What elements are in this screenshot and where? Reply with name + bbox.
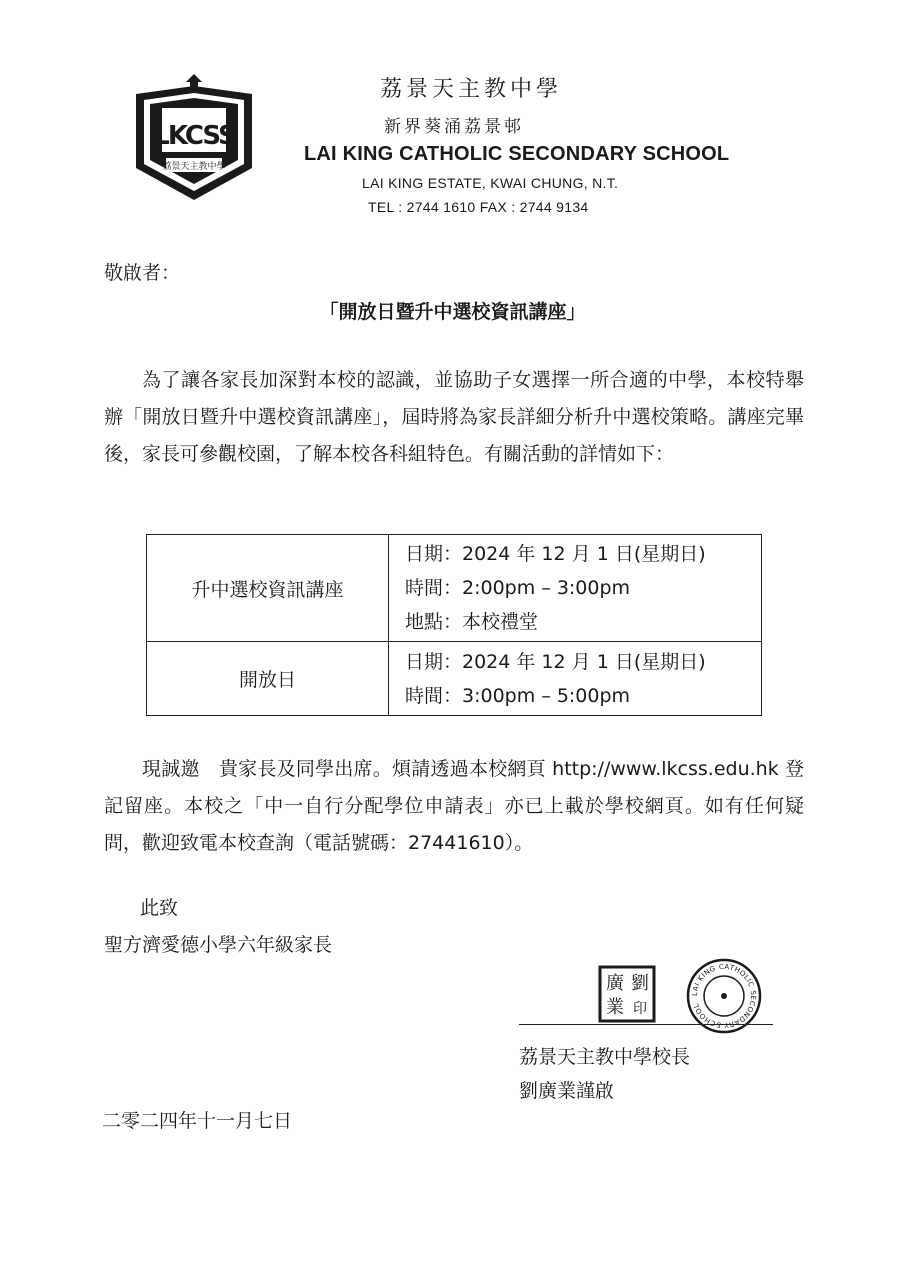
recipient: 聖方濟愛德小學六年級家長: [104, 934, 333, 956]
svg-text:業: 業: [606, 997, 624, 1018]
signer-name: 劉廣業謹啟: [519, 1080, 615, 1102]
school-name-en: LAI KING CATHOLIC SECONDARY SCHOOL: [304, 143, 730, 165]
signature-line: [519, 1024, 773, 1025]
salutation: 敬啟者：: [104, 262, 181, 284]
table-row: [147, 642, 762, 716]
event-details: [389, 535, 762, 642]
principal-chop: [598, 965, 656, 1023]
svg-text:印: 印: [633, 1001, 647, 1017]
closing: 此致: [140, 897, 179, 919]
svg-text:劉: 劉: [631, 973, 649, 994]
school-name-zh: 荔景天主教中學: [380, 77, 563, 102]
table-row: [147, 535, 762, 642]
event-venue: 地點：本校禮堂: [405, 611, 539, 633]
school-address-en: LAI KING ESTATE, KWAI CHUNG, N.T.: [362, 175, 619, 191]
event-table: [146, 534, 762, 716]
event-time: 時間：2:00pm – 3:00pm: [405, 577, 631, 599]
letter-date: 二零二四年十一月七日: [102, 1110, 293, 1132]
school-logo: [132, 72, 256, 202]
letter-subject: 「開放日暨升中選校資訊講座」: [319, 301, 586, 323]
signer-organization: 荔景天主教中學校長: [519, 1046, 691, 1068]
svg-text:廣: 廣: [606, 973, 624, 994]
school-seal: [686, 958, 762, 1034]
event-date: 日期：2024 年 12 月 1 日(星期日): [405, 543, 706, 565]
event-name: 升中選校資訊講座: [147, 535, 389, 642]
svg-text:LKCSS: LKCSS: [153, 121, 235, 151]
paragraph-intro: 為了讓各家長加深對本校的認識，並協助子女選擇一所合適的中學，本校特舉辦「開放日暨升中選校資訊講座」，屆時將為家長詳細分析升中選校策略。講座完畢後，家長可參觀校園，了解本校各科組特色。有關活動的詳情如下：: [104, 369, 804, 465]
svg-text:荔景天主教中學: 荔景天主教中學: [162, 162, 226, 172]
paragraph-invitation: 現誠邀 貴家長及同學出席。煩請透過本校網頁 http://www.lkcss.edu.hk 登記留座。本校之「中一自行分配學位申請表」亦已上載於學校網頁。如有任何疑問，歡迎致電本校查詢（電話號碼：27441610）。: [104, 758, 804, 854]
event-date: 日期：2024 年 12 月 1 日(星期日): [405, 650, 706, 673]
school-address-zh: 新界葵涌荔景邨: [384, 117, 524, 137]
school-contact: TEL : 2744 1610 FAX : 2744 9134: [368, 199, 589, 215]
event-time: 時間：3:00pm – 5:00pm: [405, 684, 631, 707]
event-name: 開放日: [147, 642, 389, 716]
svg-text:LAI KING CATHOLIC SECONDARY SC: LAI KING CATHOLIC SECONDARY SCHOOL: [690, 962, 758, 1030]
event-details: [389, 642, 762, 716]
